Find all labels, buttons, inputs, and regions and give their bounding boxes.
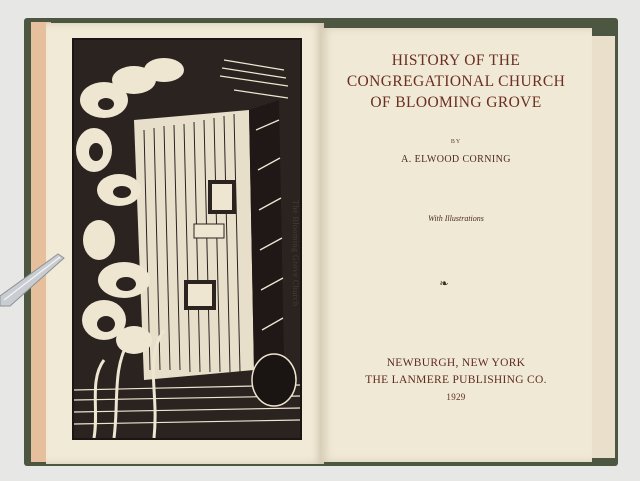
page-edges <box>588 36 615 458</box>
knife-blade <box>0 248 70 308</box>
frontispiece-caption: The Blooming Grove Church <box>291 200 300 307</box>
publisher-block <box>320 355 592 406</box>
title-line: OF BLOOMING GROVE <box>370 94 542 111</box>
publication-year: 1929 <box>446 392 466 402</box>
publisher-city: NEWBURGH, NEW YORK <box>386 357 526 369</box>
author-name: A. ELWOOD CORNING <box>401 154 511 165</box>
title-line: HISTORY OF THE <box>391 52 521 69</box>
book-title <box>320 50 592 113</box>
with-illustrations-note: With Illustrations <box>428 214 484 223</box>
by-label: BY <box>450 139 462 145</box>
leaf-ornament-icon: ❧ <box>439 278 449 290</box>
title-line: CONGREGATIONAL CHURCH <box>346 73 566 90</box>
publisher-name: THE LANMERE PUBLISHING CO. <box>365 374 547 386</box>
woodcut-illustration <box>72 38 302 440</box>
